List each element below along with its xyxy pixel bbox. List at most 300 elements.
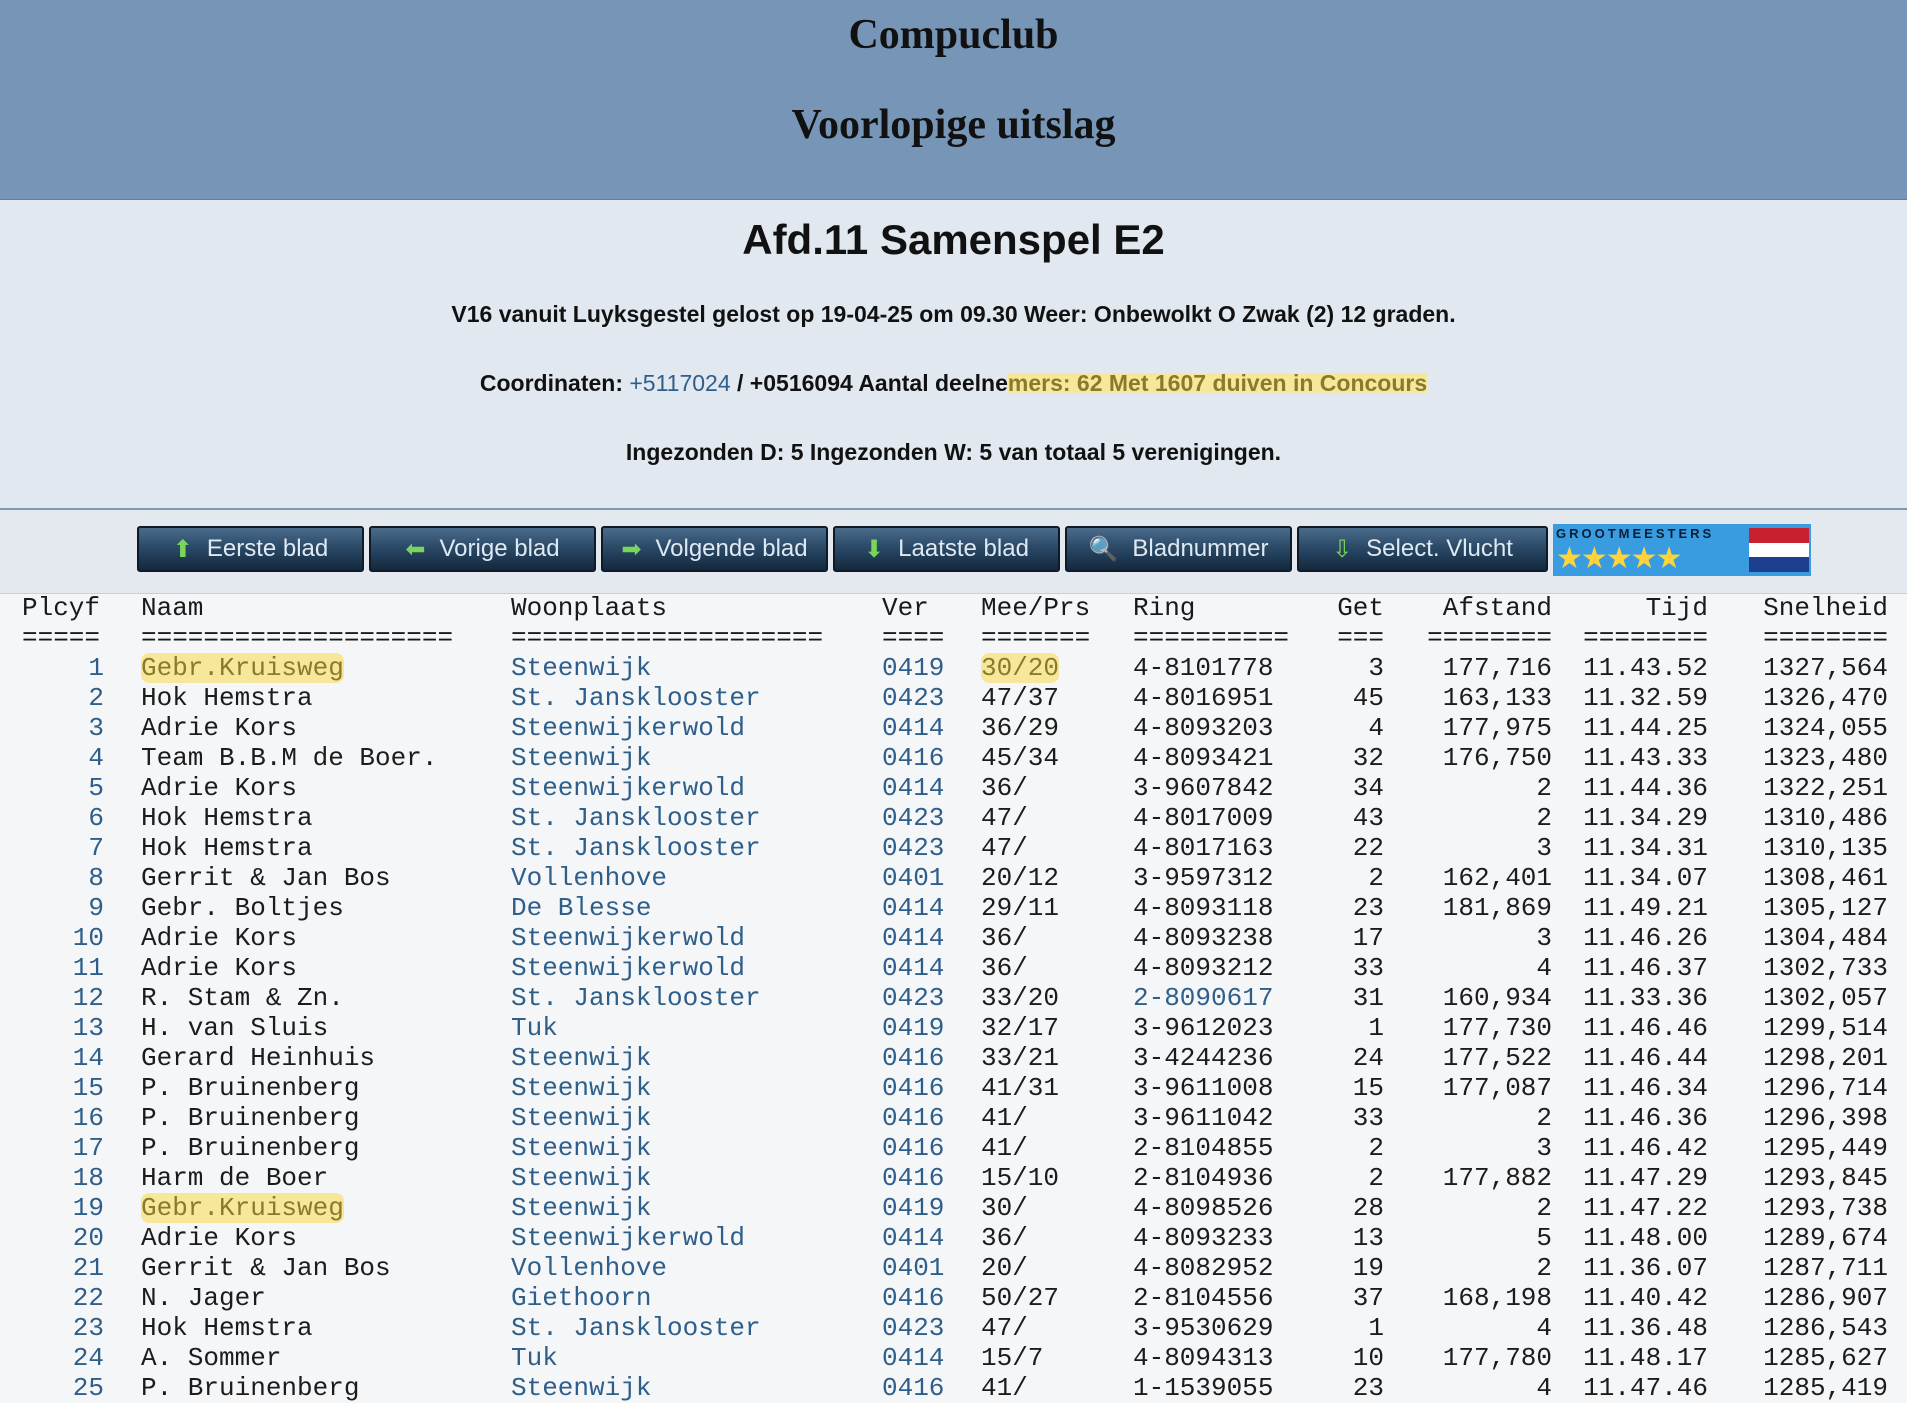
- cell-name: N. Jager: [141, 1283, 266, 1313]
- cell-club[interactable]: 0419: [882, 1193, 945, 1223]
- cell-place[interactable]: 6: [88, 803, 104, 833]
- cell-entries: 36/: [981, 923, 1028, 953]
- cell-distance: 177,975: [1442, 713, 1552, 743]
- cell-club[interactable]: 0423: [882, 1313, 945, 1343]
- cell-speed: 1293,738: [1763, 1193, 1888, 1223]
- cell-time: 11.40.42: [1583, 1283, 1708, 1313]
- cell-speed: 1296,398: [1763, 1103, 1888, 1133]
- cell-time: 11.32.59: [1583, 683, 1708, 713]
- cell-place[interactable]: 8: [88, 863, 104, 893]
- cell-location[interactable]: St. Jansklooster: [511, 983, 761, 1013]
- cell-place[interactable]: 2: [88, 683, 104, 713]
- cell-distance: 2: [1536, 1253, 1552, 1283]
- cell-marked: 4: [1368, 713, 1384, 743]
- cell-name: Hok Hemstra: [141, 833, 313, 863]
- cell-entries: 29/11: [981, 893, 1060, 923]
- cell-distance: 163,133: [1442, 683, 1552, 713]
- cell-marked: 2: [1368, 863, 1384, 893]
- grootmeesters-logo[interactable]: [1553, 524, 1811, 576]
- coordinates-label: Coordinaten:: [479, 370, 623, 396]
- cell-place[interactable]: 9: [88, 893, 104, 923]
- cell-marked: 2: [1368, 1163, 1384, 1193]
- right-arrow-icon: ➡: [621, 535, 642, 563]
- cell-entries: 47/37: [981, 683, 1060, 713]
- stars-icon: ★★★★★: [1556, 542, 1681, 575]
- cell-place[interactable]: 19: [72, 1193, 104, 1223]
- cell-ring: 3-9530629: [1133, 1313, 1274, 1343]
- cell-distance: 162,401: [1442, 863, 1552, 893]
- cell-ring: 2-8104936: [1133, 1163, 1274, 1193]
- cell-entries: 41/: [981, 1133, 1028, 1163]
- cell-speed: 1302,057: [1763, 983, 1888, 1013]
- participants-highlight: mers: 62 Met 1607 duiven in Concours: [1007, 370, 1428, 396]
- cell-name: Hok Hemstra: [141, 803, 313, 833]
- cell-entries: 36/: [981, 773, 1028, 803]
- left-arrow-icon: ⬅: [405, 535, 426, 563]
- cell-time: 11.34.07: [1583, 863, 1708, 893]
- button-label: Eerste blad: [206, 535, 329, 562]
- cell-place[interactable]: 21: [72, 1253, 104, 1283]
- cell-name: Adrie Kors: [141, 1223, 298, 1253]
- column-header-club: Ver: [882, 593, 929, 623]
- cell-ring: 2-8104556: [1133, 1283, 1274, 1313]
- table-row: [0, 1223, 1907, 1253]
- cell-time: 11.46.44: [1583, 1043, 1708, 1073]
- cell-entries: 41/31: [981, 1073, 1060, 1103]
- cell-marked: 31: [1352, 983, 1384, 1013]
- cell-club[interactable]: 0414: [882, 953, 945, 983]
- cell-location[interactable]: Tuk: [511, 1013, 558, 1043]
- cell-time: 11.33.36: [1583, 983, 1708, 1013]
- cell-club[interactable]: 0419: [882, 1013, 945, 1043]
- cell-name: R. Stam & Zn.: [141, 983, 344, 1013]
- cell-marked: 10: [1352, 1343, 1384, 1373]
- cell-name: Harm de Boer: [141, 1163, 329, 1193]
- cell-club[interactable]: 0414: [882, 923, 945, 953]
- table-header: [0, 593, 1907, 623]
- cell-location[interactable]: Steenwijk: [511, 1133, 652, 1163]
- magnifier-icon: 🔍: [1088, 535, 1119, 563]
- cell-entries: 50/27: [981, 1283, 1060, 1313]
- column-separator: ====================: [141, 623, 454, 653]
- cell-distance: 4: [1536, 1373, 1552, 1403]
- table-row: [0, 1013, 1907, 1043]
- table-row: [0, 773, 1907, 803]
- cell-location[interactable]: Steenwijk: [511, 1193, 652, 1223]
- cell-location[interactable]: Steenwijkerwold: [511, 713, 746, 743]
- cell-location[interactable]: Steenwijkerwold: [511, 1223, 746, 1253]
- cell-club[interactable]: 0423: [882, 833, 945, 863]
- up-arrow-icon: ⬆: [172, 535, 193, 563]
- cell-time: 11.46.46: [1583, 1013, 1708, 1043]
- cell-ring: 3-9612023: [1133, 1013, 1274, 1043]
- cell-club[interactable]: 0414: [882, 773, 945, 803]
- cell-name: Adrie Kors: [141, 923, 298, 953]
- cell-entries: 41/: [981, 1373, 1028, 1403]
- cell-ring: 4-8101778: [1133, 653, 1274, 683]
- cell-location[interactable]: Steenwijk: [511, 1103, 652, 1133]
- cell-club[interactable]: 0414: [882, 713, 945, 743]
- cell-marked: 15: [1352, 1073, 1384, 1103]
- cell-name: Hok Hemstra: [141, 1313, 313, 1343]
- cell-marked: 13: [1352, 1223, 1384, 1253]
- cell-location[interactable]: Steenwijkerwold: [511, 923, 746, 953]
- column-header-speed: Snelheid: [1763, 593, 1888, 623]
- button-label: Laatste blad: [898, 535, 1029, 562]
- cell-speed: 1299,514: [1763, 1013, 1888, 1043]
- cell-place[interactable]: 7: [88, 833, 104, 863]
- cell-club[interactable]: 0416: [882, 743, 945, 773]
- cell-place[interactable]: 5: [88, 773, 104, 803]
- cell-marked: 33: [1352, 1103, 1384, 1133]
- table-row: [0, 1283, 1907, 1313]
- cell-ring: 3-9611008: [1133, 1073, 1274, 1103]
- cell-distance: 177,780: [1442, 1343, 1552, 1373]
- cell-place[interactable]: 15: [72, 1073, 104, 1103]
- table-row: [0, 1073, 1907, 1103]
- cell-ring[interactable]: 2-8090617: [1133, 983, 1274, 1013]
- page-navigation: [0, 510, 1907, 594]
- race-info: [0, 200, 1907, 510]
- cell-ring: 4-8094313: [1133, 1343, 1274, 1373]
- cell-speed: 1293,845: [1763, 1163, 1888, 1193]
- cell-ring: 3-9611042: [1133, 1103, 1274, 1133]
- cell-marked: 2: [1368, 1133, 1384, 1163]
- column-separator: ====: [882, 623, 945, 653]
- cell-location[interactable]: St. Jansklooster: [511, 803, 761, 833]
- cell-speed: 1289,674: [1763, 1223, 1888, 1253]
- table-row: [0, 1253, 1907, 1283]
- cell-club[interactable]: 0416: [882, 1043, 945, 1073]
- cell-entries: 15/7: [981, 1343, 1044, 1373]
- cell-name: P. Bruinenberg: [141, 1133, 360, 1163]
- column-separator: ===: [1337, 623, 1384, 653]
- cell-location[interactable]: Giethoorn: [511, 1283, 652, 1313]
- cell-ring: 4-8093212: [1133, 953, 1274, 983]
- column-header-marked: Get: [1337, 593, 1384, 623]
- cell-marked: 1: [1368, 1313, 1384, 1343]
- cell-speed: 1285,627: [1763, 1343, 1888, 1373]
- cell-speed: 1327,564: [1763, 653, 1888, 683]
- cell-entries: 33/20: [981, 983, 1060, 1013]
- cell-name: Adrie Kors: [141, 713, 298, 743]
- table-row: [0, 1343, 1907, 1373]
- cell-ring: 4-8093238: [1133, 923, 1274, 953]
- table-row: [0, 743, 1907, 773]
- cell-distance: 2: [1536, 1103, 1552, 1133]
- cell-speed: 1326,470: [1763, 683, 1888, 713]
- cell-location[interactable]: Vollenhove: [511, 863, 668, 893]
- cell-club[interactable]: 0416: [882, 1103, 945, 1133]
- table-row: [0, 1193, 1907, 1223]
- cell-location[interactable]: De Blesse: [511, 893, 652, 923]
- logo-text: GROOTMEESTERS: [1556, 526, 1715, 541]
- cell-place[interactable]: 24: [72, 1343, 104, 1373]
- column-separator: ==========: [1133, 623, 1290, 653]
- cell-name: A. Sommer: [141, 1343, 282, 1373]
- table-row: [0, 1043, 1907, 1073]
- cell-time: 11.48.00: [1583, 1223, 1708, 1253]
- cell-place[interactable]: 13: [72, 1013, 104, 1043]
- cell-place[interactable]: 14: [72, 1043, 104, 1073]
- cell-name: P. Bruinenberg: [141, 1103, 360, 1133]
- cell-place[interactable]: 22: [72, 1283, 104, 1313]
- cell-club[interactable]: 0423: [882, 983, 945, 1013]
- cell-club[interactable]: 0414: [882, 1223, 945, 1253]
- table-row: [0, 923, 1907, 953]
- table-row: [0, 1103, 1907, 1133]
- cell-speed: 1298,201: [1763, 1043, 1888, 1073]
- cell-ring: 3-9607842: [1133, 773, 1274, 803]
- cell-marked: 1: [1368, 1013, 1384, 1043]
- cell-entries: 20/: [981, 1253, 1028, 1283]
- cell-location[interactable]: Steenwijkerwold: [511, 953, 746, 983]
- cell-distance: 177,730: [1442, 1013, 1552, 1043]
- cell-marked: 22: [1352, 833, 1384, 863]
- cell-entries: 20/12: [981, 863, 1060, 893]
- cell-place[interactable]: 16: [72, 1103, 104, 1133]
- cell-distance: 177,522: [1442, 1043, 1552, 1073]
- cell-club[interactable]: 0401: [882, 863, 945, 893]
- table-row: [0, 863, 1907, 893]
- header-separator: [0, 623, 1907, 653]
- cell-name: Gerrit & Jan Bos: [141, 863, 391, 893]
- cell-marked: 34: [1352, 773, 1384, 803]
- cell-distance: 4: [1536, 1313, 1552, 1343]
- cell-place[interactable]: 23: [72, 1313, 104, 1343]
- coordinates-rest: / +0516094 Aantal deelne: [737, 370, 1008, 396]
- table-row: [0, 1313, 1907, 1343]
- page-subtitle: Voorlopige uitslag: [791, 102, 1116, 148]
- cell-marked: 24: [1352, 1043, 1384, 1073]
- cell-ring: 2-8104855: [1133, 1133, 1274, 1163]
- cell-location[interactable]: Steenwijk: [511, 1163, 652, 1193]
- cell-club[interactable]: 0423: [882, 803, 945, 833]
- cell-entries: 45/34: [981, 743, 1060, 773]
- cell-place[interactable]: 12: [72, 983, 104, 1013]
- cell-time: 11.49.21: [1583, 893, 1708, 923]
- cell-marked: 23: [1352, 893, 1384, 923]
- cell-entries: 15/10: [981, 1163, 1060, 1193]
- cell-distance: 2: [1536, 773, 1552, 803]
- cell-name: Gebr.Kruisweg: [141, 653, 344, 683]
- cell-distance: 2: [1536, 1193, 1552, 1223]
- cell-entries: 47/: [981, 803, 1028, 833]
- cell-name: P. Bruinenberg: [141, 1073, 360, 1103]
- cell-club[interactable]: 0416: [882, 1073, 945, 1103]
- cell-ring: 4-8017163: [1133, 833, 1274, 863]
- cell-time: 11.44.25: [1583, 713, 1708, 743]
- cell-distance: 3: [1536, 923, 1552, 953]
- cell-time: 11.47.46: [1583, 1373, 1708, 1403]
- cell-time: 11.36.48: [1583, 1313, 1708, 1343]
- cell-location[interactable]: Tuk: [511, 1343, 558, 1373]
- table-row: [0, 1133, 1907, 1163]
- cell-club[interactable]: 0423: [882, 683, 945, 713]
- cell-distance: 2: [1536, 803, 1552, 833]
- column-separator: =====: [22, 623, 101, 653]
- table-row: [0, 983, 1907, 1013]
- cell-time: 11.36.07: [1583, 1253, 1708, 1283]
- cell-time: 11.47.29: [1583, 1163, 1708, 1193]
- cell-name: Gerard Heinhuis: [141, 1043, 376, 1073]
- cell-entries: 36/: [981, 1223, 1028, 1253]
- cell-marked: 37: [1352, 1283, 1384, 1313]
- column-separator: ========: [1427, 623, 1552, 653]
- vorige-blad-button[interactable]: [369, 526, 596, 572]
- button-label: Bladnummer: [1132, 535, 1269, 562]
- cell-club[interactable]: 0416: [882, 1133, 945, 1163]
- cell-location[interactable]: St. Jansklooster: [511, 683, 761, 713]
- cell-time: 11.34.31: [1583, 833, 1708, 863]
- cell-distance: 176,750: [1442, 743, 1552, 773]
- cell-distance: 4: [1536, 953, 1552, 983]
- cell-club[interactable]: 0414: [882, 893, 945, 923]
- cell-distance: 5: [1536, 1223, 1552, 1253]
- cell-marked: 33: [1352, 953, 1384, 983]
- select-vlucht-button[interactable]: [1297, 526, 1548, 572]
- table-row: [0, 1373, 1907, 1403]
- page-banner: [0, 0, 1907, 200]
- cell-club[interactable]: 0416: [882, 1163, 945, 1193]
- cell-location[interactable]: Steenwijk: [511, 1373, 652, 1403]
- cell-speed: 1308,461: [1763, 863, 1888, 893]
- cell-time: 11.34.29: [1583, 803, 1708, 833]
- cell-place[interactable]: 4: [88, 743, 104, 773]
- cell-speed: 1295,449: [1763, 1133, 1888, 1163]
- cell-entries: 30/20: [981, 653, 1060, 683]
- cell-place[interactable]: 10: [72, 923, 104, 953]
- cell-place[interactable]: 1: [88, 653, 104, 683]
- cell-speed: 1322,251: [1763, 773, 1888, 803]
- column-header-place: Plcyf: [22, 593, 101, 623]
- cell-ring: 4-8093233: [1133, 1223, 1274, 1253]
- column-separator: ========: [1763, 623, 1888, 653]
- cell-marked: 19: [1352, 1253, 1384, 1283]
- cell-location[interactable]: Vollenhove: [511, 1253, 668, 1283]
- cell-entries: 36/: [981, 953, 1028, 983]
- cell-name: Gebr. Boltjes: [141, 893, 344, 923]
- cell-place[interactable]: 20: [72, 1223, 104, 1253]
- cell-distance: 3: [1536, 1133, 1552, 1163]
- table-row: [0, 803, 1907, 833]
- cell-name: Adrie Kors: [141, 773, 298, 803]
- cell-marked: 45: [1352, 683, 1384, 713]
- cell-club[interactable]: 0416: [882, 1373, 945, 1403]
- cell-speed: 1304,484: [1763, 923, 1888, 953]
- cell-location[interactable]: Steenwijk: [511, 743, 652, 773]
- cell-distance: 168,198: [1442, 1283, 1552, 1313]
- cell-name: Adrie Kors: [141, 953, 298, 983]
- coordinates-info: [0, 349, 1907, 418]
- cell-ring: 4-8082952: [1133, 1253, 1274, 1283]
- cell-ring: 1-1539055: [1133, 1373, 1274, 1403]
- cell-place[interactable]: 17: [72, 1133, 104, 1163]
- cell-location[interactable]: Steenwijkerwold: [511, 773, 746, 803]
- cell-location[interactable]: St. Jansklooster: [511, 833, 761, 863]
- cell-distance: 177,882: [1442, 1163, 1552, 1193]
- cell-place[interactable]: 3: [88, 713, 104, 743]
- bladnummer-button[interactable]: [1065, 526, 1292, 572]
- cell-location[interactable]: St. Jansklooster: [511, 1313, 761, 1343]
- cell-location[interactable]: Steenwijk: [511, 1043, 652, 1073]
- cell-marked: 23: [1352, 1373, 1384, 1403]
- cell-ring: 4-8016951: [1133, 683, 1274, 713]
- column-separator: =======: [981, 623, 1091, 653]
- cell-name: H. van Sluis: [141, 1013, 329, 1043]
- submitted-info: Ingezonden D: 5 Ingezonden W: 5 van totaal 5 verenigingen.: [625, 439, 1282, 465]
- cell-place[interactable]: 18: [72, 1163, 104, 1193]
- column-header-entries: Mee/Prs: [981, 593, 1091, 623]
- cell-marked: 43: [1352, 803, 1384, 833]
- cell-place[interactable]: 11: [72, 953, 104, 983]
- table-row: [0, 833, 1907, 863]
- cell-speed: 1302,733: [1763, 953, 1888, 983]
- cell-place[interactable]: 25: [72, 1373, 104, 1403]
- coordinates-link[interactable]: +5117024: [629, 370, 731, 396]
- cell-ring: 4-8098526: [1133, 1193, 1274, 1223]
- cell-club[interactable]: 0401: [882, 1253, 945, 1283]
- cell-speed: 1285,419: [1763, 1373, 1888, 1403]
- cell-speed: 1286,543: [1763, 1313, 1888, 1343]
- cell-name: P. Bruinenberg: [141, 1373, 360, 1403]
- cell-club[interactable]: 0414: [882, 1343, 945, 1373]
- cell-marked: 32: [1352, 743, 1384, 773]
- cell-entries: 41/: [981, 1103, 1028, 1133]
- cell-time: 11.46.26: [1583, 923, 1708, 953]
- cell-distance: 181,869: [1442, 893, 1552, 923]
- laatste-blad-button[interactable]: [833, 526, 1060, 572]
- results-table: [0, 593, 1907, 1403]
- volgende-blad-button[interactable]: [601, 526, 828, 572]
- button-label: Select. Vlucht: [1366, 535, 1513, 562]
- cell-marked: 17: [1352, 923, 1384, 953]
- cell-speed: 1310,135: [1763, 833, 1888, 863]
- release-info: V16 vanuit Luyksgestel gelost op 19-04-25 om 09.30 Weer: Onbewolkt O Zwak (2) 12 graden.: [451, 301, 1456, 327]
- button-label: Vorige blad: [439, 535, 560, 562]
- download-icon: ⇩: [1332, 535, 1353, 563]
- cell-speed: 1310,486: [1763, 803, 1888, 833]
- cell-ring: 4-8017009: [1133, 803, 1274, 833]
- cell-entries: 33/21: [981, 1043, 1060, 1073]
- cell-club[interactable]: 0416: [882, 1283, 945, 1313]
- cell-ring: 4-8093203: [1133, 713, 1274, 743]
- cell-speed: 1286,907: [1763, 1283, 1888, 1313]
- cell-club[interactable]: 0419: [882, 653, 945, 683]
- cell-time: 11.44.36: [1583, 773, 1708, 803]
- cell-entries: 47/: [981, 1313, 1028, 1343]
- cell-name: Gerrit & Jan Bos: [141, 1253, 391, 1283]
- cell-location[interactable]: Steenwijk: [511, 1073, 652, 1103]
- eerste-blad-button[interactable]: [137, 526, 364, 572]
- cell-distance: 3: [1536, 833, 1552, 863]
- cell-time: 11.46.37: [1583, 953, 1708, 983]
- cell-speed: 1287,711: [1763, 1253, 1888, 1283]
- cell-time: 11.47.22: [1583, 1193, 1708, 1223]
- cell-entries: 32/17: [981, 1013, 1060, 1043]
- cell-ring: 3-9597312: [1133, 863, 1274, 893]
- cell-distance: 177,716: [1442, 653, 1552, 683]
- table-row: [0, 893, 1907, 923]
- cell-ring: 4-8093118: [1133, 893, 1274, 923]
- cell-time: 11.43.52: [1583, 653, 1708, 683]
- column-header-ring: Ring: [1133, 593, 1196, 623]
- cell-name: Team B.B.M de Boer.: [141, 743, 438, 773]
- race-heading: Afd.11 Samenspel E2: [742, 216, 1165, 263]
- cell-location[interactable]: Steenwijk: [511, 653, 652, 683]
- cell-time: 11.48.17: [1583, 1343, 1708, 1373]
- column-header-name: Naam: [141, 593, 204, 623]
